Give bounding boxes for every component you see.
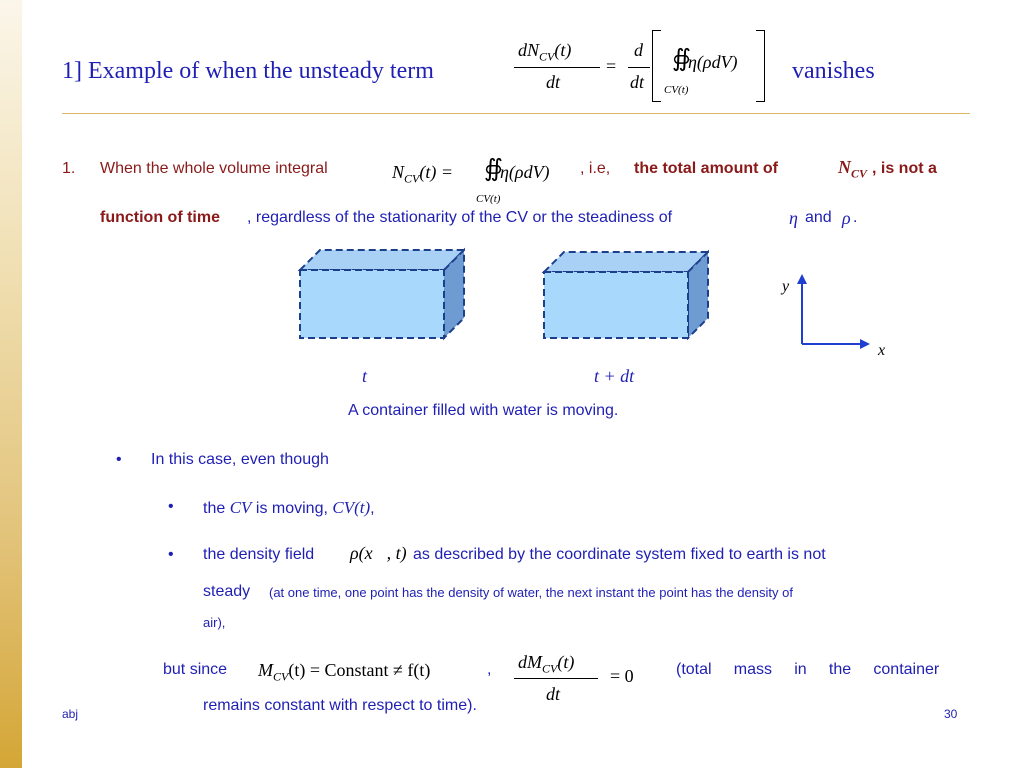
point1-ie: , i.e, [580,160,611,177]
sub2-lead: the density field [203,546,315,563]
label-t: t [362,366,368,386]
title-equals: = [606,56,617,76]
point1-lead: When the whole volume integral [100,160,328,177]
footer-author: abj [62,707,79,721]
sub2-rho-expr: ρ(x⃗, t) [350,543,407,563]
sub2-steady: steady [203,583,251,600]
sub2-paren: (at one time, one point has the density of water, the next instant the point has the density of [269,585,793,600]
sub1-line: the CV is moving, CV(t), [203,498,375,517]
container-boxes-figure [290,240,730,350]
decorative-sidebar [0,0,22,768]
point1-bold-c: function of time [100,209,220,226]
title-divider [62,113,970,114]
point1-period: . [853,209,858,226]
bullet1-text: In this case, even though [151,451,329,468]
butsince-derivative: $dM_{CV}(t)$ dt = 0 [512,648,652,708]
axis-x-label: x [878,342,886,359]
point1-equation: $N_{CV}(t)$ = ∯ η(ρdV) CV(t) [392,156,550,205]
point1-bold-a: the total amount of [634,160,778,177]
label-t-plus-dt: t + dt [594,366,635,386]
point1-and: and [805,209,832,226]
butsince-paren: (total mass in the container [676,661,940,678]
figure-caption: A container filled with water is moving. [348,402,619,419]
box-at-t [300,250,464,338]
butsince-line2: remains constant with respect to time). [203,697,477,714]
xy-axes [790,270,880,355]
point1-number: 1. [62,160,76,177]
slide-number: 30 [944,707,958,721]
title-equation-lhs: $dN_{CV}(t)$ dt [512,38,602,98]
point1-ncv: $N_{CV}$ [838,157,868,181]
point1-eta: η [789,208,798,228]
butsince-comma: , [487,661,492,678]
slide-title: 1] Example of when the unsteady term [62,58,434,84]
point1-rho: ρ [842,208,851,228]
butsince-mass-expr: $M_{CV}(t)$ = Constant ≠ f(t) [258,660,431,684]
axis-y-label: y [782,278,790,295]
box-at-t-plus-dt [544,252,708,338]
point1-bold-b: , is not a [872,160,937,177]
title-suffix: vanishes [792,58,875,84]
bullet1-marker: • [116,451,122,468]
point1-rest: , regardless of the stationarity of the CV or the steadiness of [247,209,673,226]
sub2-text: as described by the coordinate system fixed to earth is not [413,546,826,563]
sub1-marker: • [168,498,174,515]
title-equation-rhs: d dt ∯ η(ρdV) CV(t) [628,38,778,108]
sub2-paren2: air), [203,615,226,630]
butsince-lead: but since [163,661,228,678]
sub2-marker: • [168,546,174,563]
